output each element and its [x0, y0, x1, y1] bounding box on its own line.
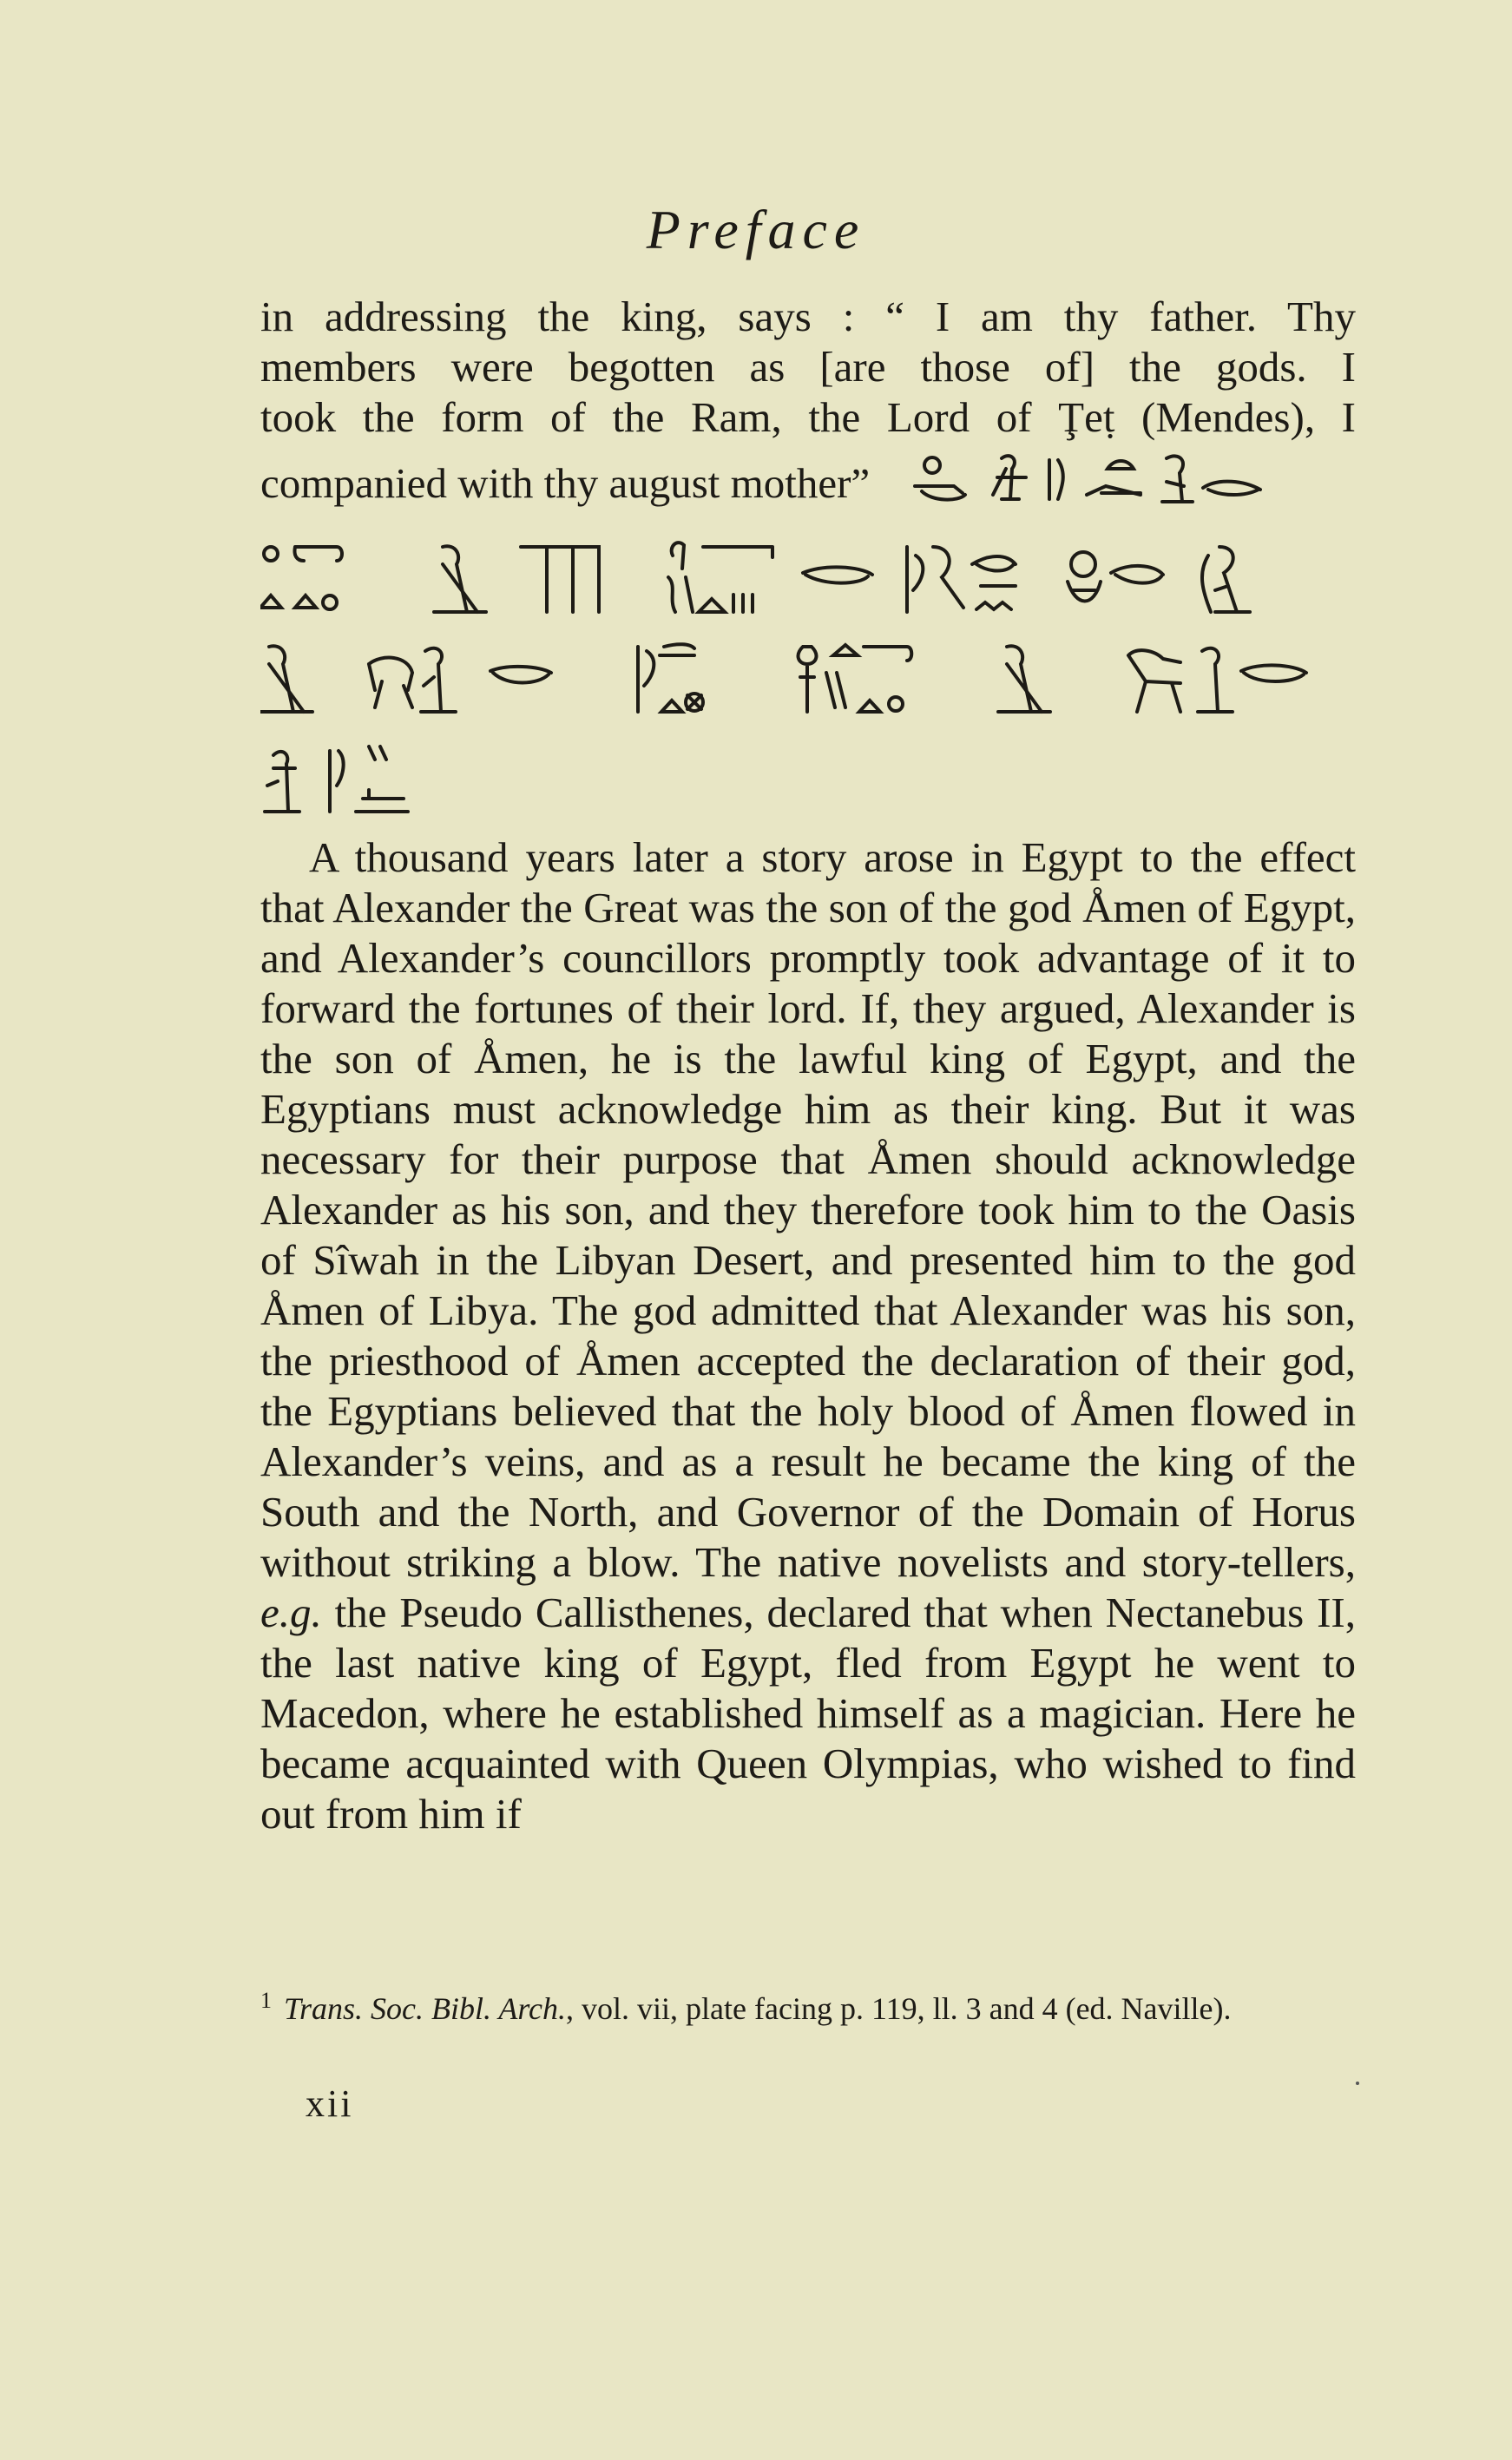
hieroglyph-row-2-icon — [260, 638, 1356, 725]
paragraph-2-eg: e.g. — [260, 1588, 322, 1636]
print-speck — [1356, 2082, 1359, 2085]
hieroglyph-row-3-icon — [260, 738, 608, 825]
paragraph-2-rest: the Pseudo Callisthenes, declared that when Nectanebus II, the last native king of Egypt, fled from Egypt he went to Macedon, where he established himself as a magician. Here he became acquainted with Queen Olympias, who wished to find out from him if — [260, 1588, 1356, 1838]
hieroglyph-inline-icon — [880, 451, 1262, 523]
page-number: xii — [306, 2082, 354, 2125]
hieroglyph-row-2 — [260, 638, 1356, 725]
paragraph-2-body: A thousand years later a story arose in Egypt to the effect that Alexander the Great was the son of the god Åmen of Egypt, and Alexander’s councillors promptly took advantage of it to forward the fortunes of their lord. If, they argued, Alexander is the son of Åmen, he is the lawful king of Egypt, and the Egyptians must acknowledge him as their king. But it was necessary for their purpose that Åmen should acknowledge Alexander as his son, and they therefore took him to the Oasis of Sîwah in the Libyan Desert, and presented him to the god Åmen of Libya. The god admitted that Alexander was his son, the priesthood of Åmen accepted the declaration of their god, the Egyptians believed that the holy blood of Åmen flowed in Alexander’s veins, and as a result he became the king of the South and the North, and Governor of the Domain of Horus without striking a blow. The native novelists and story-tellers, — [260, 833, 1356, 1586]
running-head: Preface — [646, 199, 866, 260]
paragraph-2 — [260, 832, 1356, 1839]
paragraph-1-line-4: companied with thy august mother” — [260, 458, 871, 507]
footnote-marker: 1 — [260, 1988, 272, 2013]
paragraph-1-line-4-wrap — [260, 451, 1356, 523]
paragraph-1-line-3: took the form of the Ram, the Lord of Ţeṭ (Mendes), I — [260, 393, 1356, 441]
paragraph-1 — [260, 292, 1356, 523]
footnote-journal: Trans. Soc. Bibl. Arch. — [284, 1991, 567, 2026]
paragraph-1-line-2: members were begotten as [are those of] the gods. I — [260, 343, 1356, 391]
hieroglyph-row-1-icon — [260, 538, 1356, 625]
hieroglyph-row-3 — [260, 738, 1356, 825]
hieroglyph-row-1 — [260, 538, 1356, 625]
footnote-text: , vol. vii, plate facing p. 119, ll. 3 and 4 (ed. Naville). — [566, 1991, 1232, 2026]
paragraph-1-line-1: in addressing the king, says : “ I am thy father. Thy — [260, 293, 1356, 340]
footnote — [260, 1979, 1356, 2030]
